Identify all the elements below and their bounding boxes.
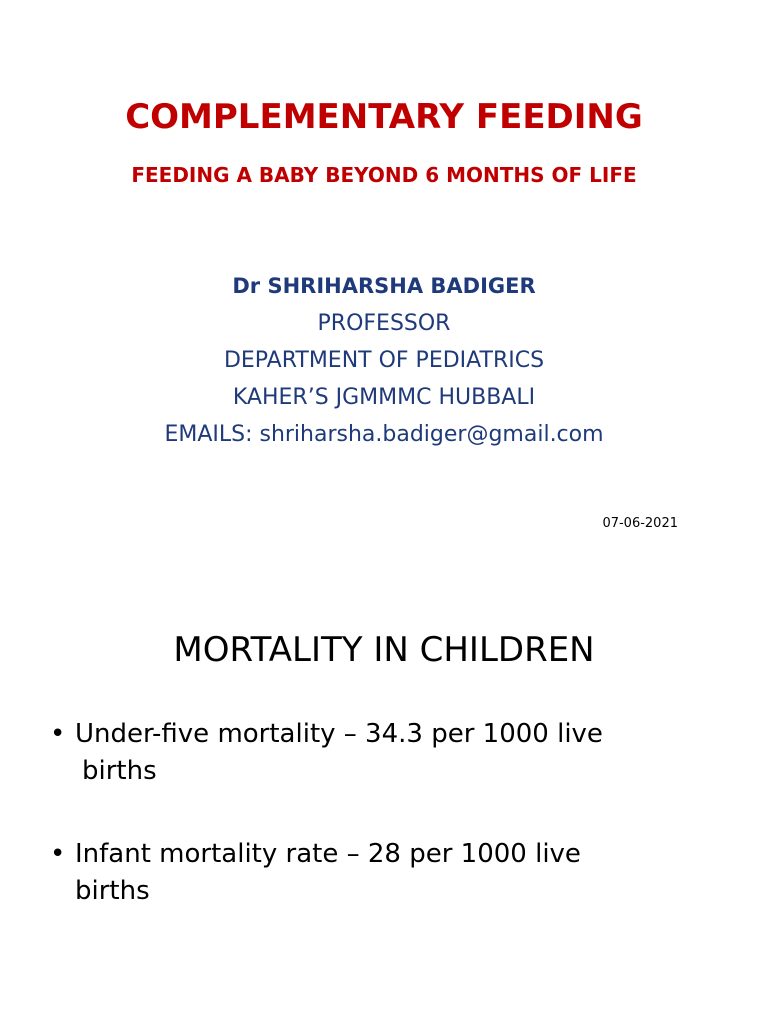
bullet-list [50, 716, 730, 956]
slide-title-heading: COMPLEMENTARY FEEDING [125, 97, 643, 137]
bullet-dot-icon: • [50, 719, 66, 749]
author-department: DEPARTMENT OF PEDIATRICS [223, 348, 545, 373]
author-emails: EMAILS: shriharsha.badiger@gmail.com [164, 422, 604, 447]
bullet-item [50, 716, 730, 790]
bullet-item [50, 836, 730, 910]
author-position: PROFESSOR [317, 311, 451, 336]
bullet-text-line2: births [82, 756, 157, 786]
slide2-heading: MORTALITY IN CHILDREN [173, 630, 595, 670]
author-institution: KAHER’S JGMMMC HUBBALI [232, 385, 536, 410]
bullet-text-line1: Under-five mortality – 34.3 per 1000 live [75, 719, 603, 749]
presentation-date: 07-06-2021 [602, 516, 678, 531]
bullet-dot-icon: • [50, 839, 66, 869]
slide-mortality [0, 576, 768, 1024]
bullet-text-line1: Infant mortality rate – 28 per 1000 live [75, 839, 581, 869]
author-block [0, 268, 768, 453]
slide-subtitle: FEEDING A BABY BEYOND 6 MONTHS OF LIFE [131, 163, 637, 187]
bullet-text-line2: births [75, 876, 150, 906]
author-name: Dr SHRIHARSHA BADIGER [232, 274, 536, 298]
